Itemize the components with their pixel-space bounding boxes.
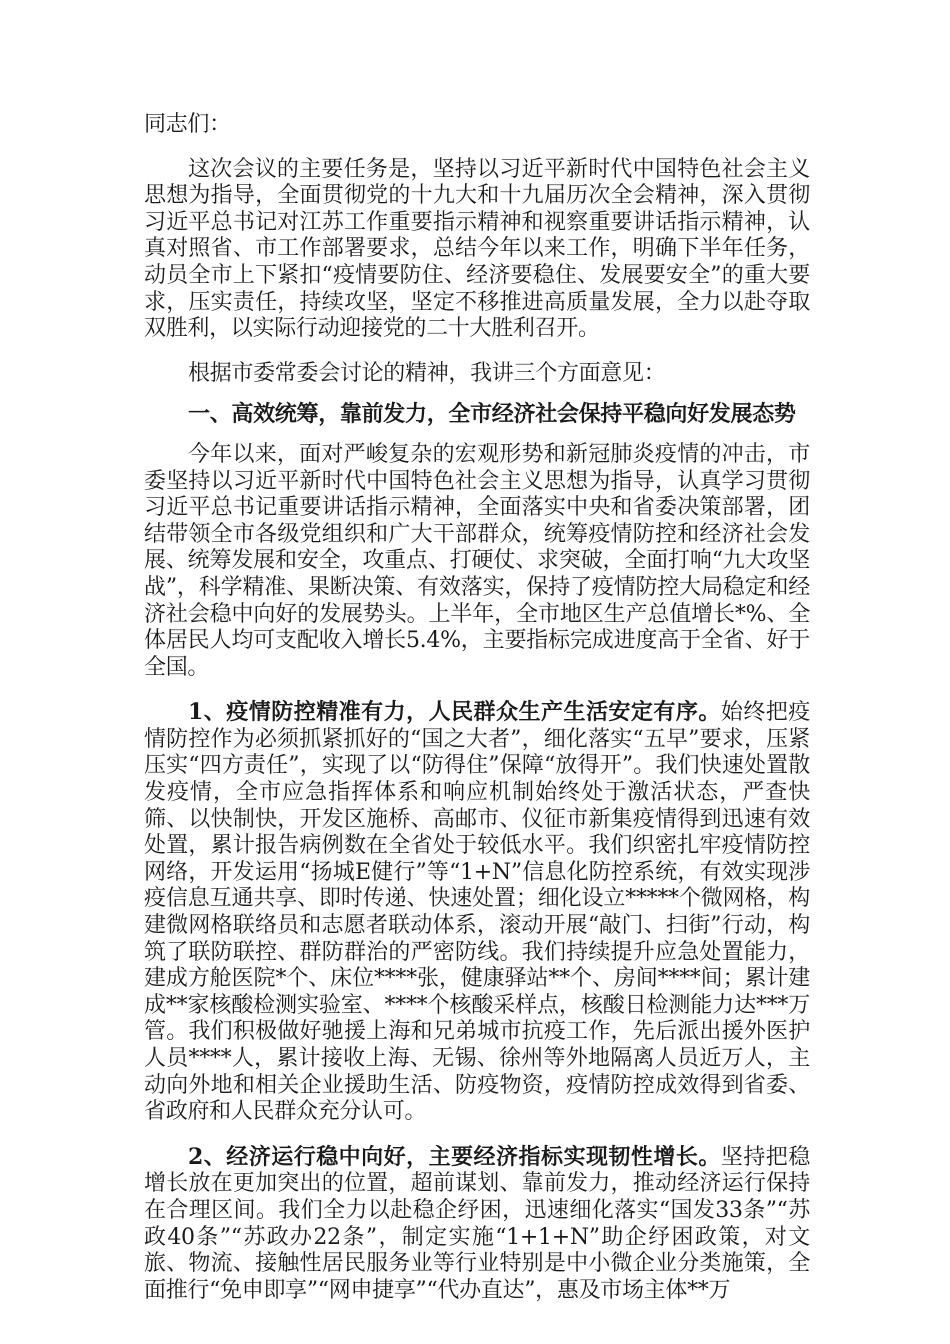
item-lead-1: 1、疫情防控精准有力，人民群众生产生活安定有序。: [188, 699, 721, 726]
salutation: 同志们：: [144, 112, 231, 137]
item-paragraph-1: [144, 699, 810, 1126]
item-body-2: 坚持把稳增长放在更加突出的位置，超前谋划、靠前发力，推动经济运行保持在合理区间。我们全力以赴稳企纾困，迅速细化落实“国发33条”“苏政40条”“苏政办22条”，制定实施“1+1+N”助企纾困政策，对文旅、物流、接触性居民服务业等行业特别是中小微企业分类施策，全面推行“免申即享”“网申捷享”“代办直达”，惠及市场主体**万: [144, 1144, 810, 1303]
section-heading: 一、高效统筹，靠前发力，全市经济社会保持平稳向好发展态势: [188, 401, 796, 428]
outline-paragraph: 根据市委常委会讨论的精神，我讲三个方面意见：: [188, 360, 666, 386]
document-page: [144, 112, 810, 1304]
section-intro-paragraph: 今年以来，面对严峻复杂的宏观形势和新冠肺炎疫情的冲击，市委坚持以习近平新时代中国特色社会主义思想为指导，认真学习贯彻习近平总书记重要讲话指示精神，全面落实中央和省委决策部署，团结带领全市各级党组织和广大干部群众，统筹疫情防控和经济社会发展、统筹发展和安全，攻重点、打硬仗、求突破，全面打响“九大攻坚战”，科学精准、果断决策、有效落实，保持了疫情防控大局稳定和经济社会稳中向好的发展势头。上半年，全市地区生产总值增长*%、全体居民人均可支配收入增长5.4%，主要指标完成进度高于全省、好于全国。: [144, 441, 810, 680]
item-lead-2: 2、经济运行稳中向好，主要经济指标实现韧性增长。: [188, 1143, 721, 1170]
item-paragraph-2: [144, 1144, 810, 1305]
item-body-1: 始终把疫情防控作为必须抓紧抓好的“国之大者”，细化落实“五早”要求，压紧压实“四方责任”，实现了以“防得住”保障“放得开”。我们快速处置散发疫情，全市应急指挥体系和响应机制始终处于激活状态，严查快筛、以快制快，开发区施桥、高邮市、仪征市新集疫情得到迅速有效处置，累计报告病例数在全省处于较低水平。我们织密扎牢疫情防控网络，开发运用“扬城E健行”等“1+N”信息化防控系统，有效实现涉疫信息互通共享、即时传递、快速处置；细化设立*****个微网格，构建微网格联络员和志愿者联动体系，滚动开展“敲门、扫街”行动，构筑了联防联控、群防群治的严密防线。我们持续提升应急处置能力，建成方舱医院*个、床位****张，健康驿站**个、房间****间；累计建成**家核酸检测实验室、****个核酸采样点，核酸日检测能力达***万管。我们积极做好驰援上海和兄弟城市抗疫工作，先后派出援外医护人员****人，累计接收上海、无锡、徐州等外地隔离人员近万人，主动向外地和相关企业援助生活、防疫物资，疫情防控成效得到省委、省政府和人民群众充分认可。: [144, 700, 810, 1125]
opening-paragraph: 这次会议的主要任务是，坚持以习近平新时代中国特色社会主义思想为指导，全面贯彻党的十九大和十九届历次全会精神，深入贯彻习近平总书记对江苏工作重要指示精神和视察重要讲话指示精神，认真对照省、市工作部署要求，总结今年以来工作，明确下半年任务，动员全市上下紧扣“疫情要防住、经济要稳住、发展要安全”的重大要求，压实责任，持续攻坚，坚定不移推进高质量发展，全力以赴夺取双胜利，以实际行动迎接党的二十大胜利召开。: [144, 156, 810, 342]
